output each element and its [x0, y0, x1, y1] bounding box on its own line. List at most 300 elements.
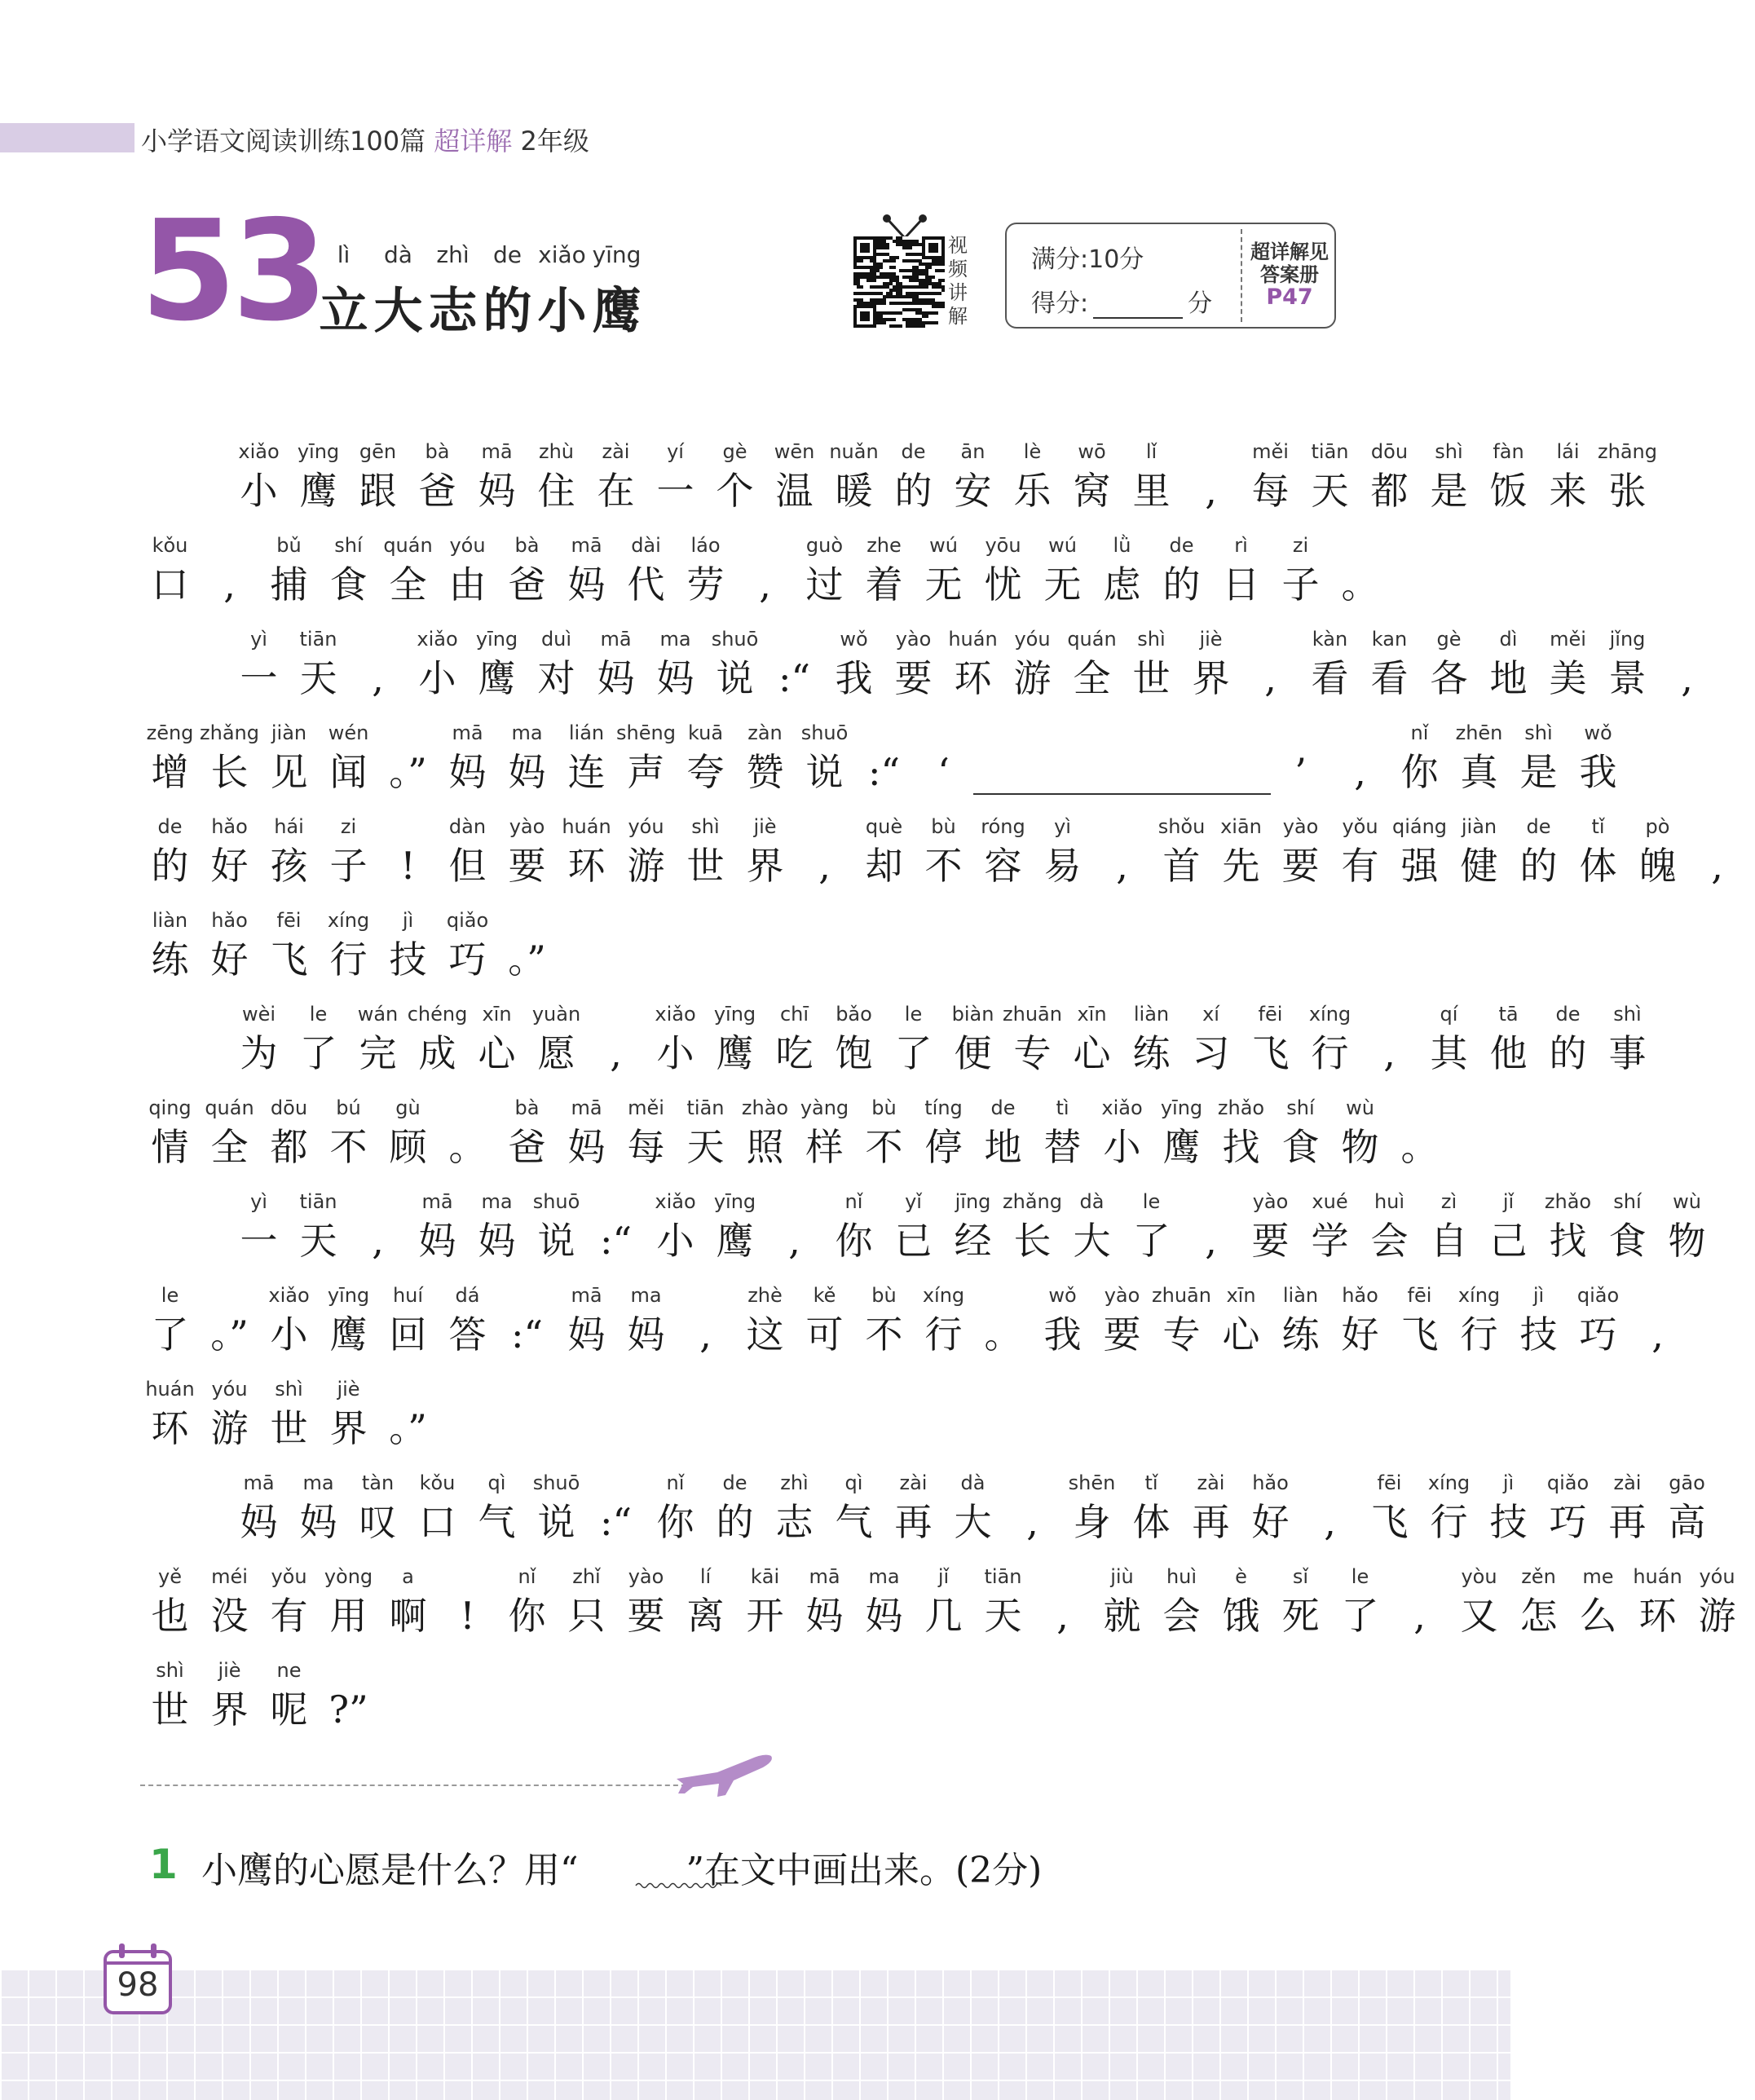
hanzi: 可 — [805, 1312, 844, 1357]
hanzi: 口 — [151, 562, 189, 607]
punctuation: , — [1413, 1594, 1426, 1638]
obtained-score — [1031, 283, 1212, 319]
pinyin: liàn — [1133, 1003, 1170, 1026]
punctuation: , — [610, 1031, 622, 1075]
pinyin: xīn — [1226, 1284, 1256, 1307]
pinyin: lái — [1556, 440, 1580, 463]
hanzi: 美 — [1549, 656, 1587, 700]
pinyin: jīng — [955, 1190, 991, 1213]
score-blank[interactable] — [1093, 296, 1183, 319]
pinyin: mā — [452, 721, 483, 744]
pinyin: wú — [929, 534, 958, 557]
hanzi: 你 — [508, 1594, 546, 1638]
pinyin: yóu — [628, 815, 664, 838]
hanzi: 长 — [1013, 1219, 1052, 1263]
book-grade: 2年级 — [520, 126, 589, 157]
pinyin: shì — [1613, 1003, 1642, 1026]
pinyin: de — [1555, 1003, 1581, 1026]
hanzi: 鹰 — [478, 656, 516, 700]
pinyin: xiān — [1220, 815, 1262, 838]
pinyin: mā — [571, 534, 602, 557]
pinyin: mā — [243, 1471, 275, 1494]
pinyin: qiǎo — [1546, 1471, 1590, 1494]
punctuation: ! — [400, 844, 416, 888]
hanzi: 他 — [1489, 1031, 1528, 1075]
pinyin: jǐng — [1609, 628, 1646, 651]
pinyin: yǐ — [905, 1190, 922, 1213]
hanzi: 世 — [686, 844, 725, 888]
pinyin: shǒu — [1158, 815, 1206, 838]
hanzi: 妈 — [805, 1594, 844, 1638]
punctuation: , — [1026, 1500, 1038, 1544]
hanzi: 心 — [1073, 1031, 1111, 1075]
hanzi: 增 — [151, 750, 189, 794]
punctuation: , — [372, 656, 384, 700]
hanzi: 顾 — [389, 1125, 427, 1169]
hanzi: 食 — [1608, 1219, 1647, 1263]
hanzi: 妈 — [478, 469, 516, 513]
pinyin: shì — [691, 815, 720, 838]
hanzi: 天 — [1311, 469, 1349, 513]
hanzi: 界 — [329, 1406, 368, 1450]
pinyin: jì — [1502, 1471, 1515, 1494]
hanzi: 无 — [924, 562, 963, 607]
hanzi: 的 — [151, 844, 189, 888]
pinyin: yào — [628, 1565, 664, 1588]
punctuation: 。 — [1400, 1125, 1439, 1169]
hanzi: 窝 — [1073, 469, 1111, 513]
title-pinyin-syllable: lì — [337, 241, 351, 268]
hanzi: 停 — [924, 1125, 963, 1169]
pinyin: yòng — [324, 1565, 373, 1588]
book-header — [141, 121, 589, 158]
hanzi: 游 — [1698, 1594, 1736, 1638]
hanzi: 找 — [1549, 1219, 1587, 1263]
hanzi: 飞 — [270, 938, 308, 982]
pinyin: yí — [667, 440, 684, 463]
title-pinyin-syllable: dà — [384, 241, 412, 268]
hanzi: 声 — [627, 750, 665, 794]
hanzi: 习 — [1192, 1031, 1230, 1075]
hanzi: 真 — [1460, 750, 1498, 794]
pinyin: quán — [205, 1096, 254, 1119]
pinyin: huí — [392, 1284, 424, 1307]
pinyin: de — [901, 440, 926, 463]
pinyin: bǎo — [836, 1003, 872, 1026]
score-box — [1005, 223, 1336, 329]
hanzi: 每 — [627, 1125, 665, 1169]
pinyin: chī — [779, 1003, 809, 1026]
hanzi: 子 — [1281, 562, 1320, 607]
hanzi: 暖 — [835, 469, 873, 513]
pinyin: gè — [1436, 628, 1462, 651]
hanzi: 妈 — [865, 1594, 903, 1638]
hanzi: 看 — [1311, 656, 1349, 700]
hanzi: 好 — [1251, 1500, 1290, 1544]
hanzi: 先 — [1222, 844, 1260, 888]
hanzi: 劳 — [686, 562, 725, 607]
hanzi: 里 — [1132, 469, 1171, 513]
pinyin: le — [309, 1003, 328, 1026]
punctuation: , — [1116, 844, 1128, 888]
pinyin: méi — [211, 1565, 248, 1588]
pinyin: zhēn — [1455, 721, 1503, 744]
pinyin: me — [1582, 1565, 1614, 1588]
hanzi: 环 — [1638, 1594, 1677, 1638]
pinyin: xīn — [1077, 1003, 1107, 1026]
hanzi: 物 — [1668, 1219, 1706, 1263]
hanzi: 住 — [537, 469, 575, 513]
hanzi: 了 — [894, 1031, 933, 1075]
score-divider — [1241, 229, 1242, 322]
hanzi: 行 — [1430, 1500, 1468, 1544]
punctuation: , — [759, 562, 771, 607]
pinyin: huán — [145, 1378, 195, 1401]
pinyin: zhì — [780, 1471, 809, 1494]
title-character: 小 — [537, 283, 587, 340]
pinyin: hǎo — [211, 815, 248, 838]
hanzi: 的 — [1519, 844, 1558, 888]
pinyin: yào — [509, 815, 545, 838]
pinyin: bà — [514, 534, 540, 557]
pinyin: dōu — [270, 1096, 308, 1119]
hanzi: 有 — [1341, 844, 1379, 888]
pinyin: yì — [250, 1190, 267, 1213]
hanzi: 环 — [954, 656, 992, 700]
hanzi: 爸 — [508, 562, 546, 607]
obtained-score-label: 得分: — [1031, 289, 1089, 318]
pinyin: bú — [336, 1096, 361, 1119]
title-pinyin — [316, 241, 644, 268]
hanzi: 连 — [567, 750, 606, 794]
hanzi: 的 — [716, 1500, 754, 1544]
hanzi: 不 — [865, 1312, 903, 1357]
pinyin: sǐ — [1292, 1565, 1309, 1588]
hanzi: 的 — [894, 469, 933, 513]
punctuation: , — [1264, 656, 1277, 700]
pinyin: shì — [1435, 440, 1463, 463]
pinyin: le — [904, 1003, 923, 1026]
hanzi: 世 — [1132, 656, 1171, 700]
hanzi: 健 — [1460, 844, 1498, 888]
hanzi: 食 — [329, 562, 368, 607]
pinyin: a — [402, 1565, 414, 1588]
hanzi: 鹰 — [299, 469, 337, 513]
hanzi: 容 — [984, 844, 1022, 888]
hanzi: 捕 — [270, 562, 308, 607]
pinyin: yàng — [800, 1096, 849, 1119]
hanzi: 有 — [270, 1594, 308, 1638]
punctuation: ?” — [329, 1688, 368, 1732]
title-pinyin-syllable: yīng — [592, 241, 642, 268]
pinyin: kàn — [1312, 628, 1348, 651]
pinyin: shì — [1137, 628, 1166, 651]
pinyin: de — [722, 1471, 747, 1494]
hanzi: 会 — [1370, 1219, 1409, 1263]
pinyin: wèi — [241, 1003, 276, 1026]
pinyin: tiān — [984, 1565, 1022, 1588]
hanzi: 完 — [359, 1031, 397, 1075]
pinyin: xiǎo — [655, 1003, 696, 1026]
pinyin: yīng — [297, 440, 340, 463]
hanzi: 乐 — [1013, 469, 1052, 513]
hanzi: 跟 — [359, 469, 397, 513]
hanzi: 好 — [210, 938, 249, 982]
hanzi: 行 — [924, 1312, 963, 1357]
pinyin: měi — [1252, 440, 1289, 463]
punctuation: 。 — [984, 1312, 1022, 1357]
hanzi: 是 — [1519, 750, 1558, 794]
pinyin: yōu — [985, 534, 1021, 557]
title-pinyin-syllable: xiǎo — [538, 241, 586, 268]
hanzi: 长 — [210, 750, 249, 794]
punctuation: , — [1056, 1594, 1069, 1638]
pinyin: lǐ — [1145, 440, 1158, 463]
pinyin: de — [990, 1096, 1016, 1119]
pinyin: le — [1142, 1190, 1161, 1213]
hanzi: 专 — [1162, 1312, 1201, 1357]
hanzi: 样 — [805, 1125, 844, 1169]
hanzi: 妈 — [627, 1312, 665, 1357]
pinyin: zi — [340, 815, 357, 838]
pinyin: yīng — [713, 1003, 756, 1026]
pinyin: mā — [481, 440, 513, 463]
hanzi: 说 — [537, 1500, 575, 1544]
hanzi: 技 — [1519, 1312, 1558, 1357]
pinyin: wēn — [774, 440, 815, 463]
pinyin: bà — [425, 440, 450, 463]
hanzi: 几 — [924, 1594, 963, 1638]
pinyin: nuǎn — [829, 440, 879, 463]
hanzi: 了 — [1341, 1594, 1379, 1638]
pinyin: qì — [844, 1471, 863, 1494]
punctuation: ! — [460, 1594, 475, 1638]
hanzi: 体 — [1579, 844, 1617, 888]
hanzi: 妈 — [567, 562, 606, 607]
hanzi: 没 — [210, 1594, 249, 1638]
pinyin: lián — [568, 721, 605, 744]
hanzi: 小 — [1103, 1125, 1141, 1169]
hanzi: 要 — [508, 844, 546, 888]
pinyin: yīng — [1160, 1096, 1203, 1119]
pinyin: mā — [600, 628, 632, 651]
hanzi: 着 — [865, 562, 903, 607]
pinyin: shì — [275, 1378, 303, 1401]
pinyin: tì — [1056, 1096, 1069, 1119]
pinyin: zài — [1613, 1471, 1642, 1494]
pinyin: shuō — [711, 628, 759, 651]
hanzi: 饿 — [1222, 1594, 1260, 1638]
hanzi: 虑 — [1103, 562, 1141, 607]
footer-grid-band — [0, 1969, 1510, 2100]
pinyin: xiǎo — [238, 440, 280, 463]
pinyin: mā — [421, 1190, 453, 1213]
hanzi: 天 — [299, 656, 337, 700]
pinyin: huán — [948, 628, 998, 651]
pinyin: xiǎo — [268, 1284, 310, 1307]
pinyin: láo — [690, 534, 721, 557]
hanzi: 强 — [1400, 844, 1439, 888]
hanzi: 心 — [1222, 1312, 1260, 1357]
pinyin: jiàn — [271, 721, 307, 744]
pinyin: zàn — [747, 721, 783, 744]
page-number: 98 — [117, 1966, 159, 2004]
hanzi: 但 — [448, 844, 487, 888]
hanzi: 一 — [240, 1219, 278, 1263]
hanzi: 小 — [270, 1312, 308, 1357]
pinyin: yòu — [1461, 1565, 1497, 1588]
pinyin: yīng — [327, 1284, 370, 1307]
book-title: 小学语文阅读训练100篇 — [141, 126, 426, 157]
hanzi: 物 — [1341, 1125, 1379, 1169]
pinyin: gè — [722, 440, 747, 463]
qr-code-icon[interactable] — [853, 236, 945, 328]
pinyin: měi — [1550, 628, 1586, 651]
hanzi: 经 — [954, 1219, 992, 1263]
punctuation: , — [1383, 1031, 1396, 1075]
hanzi: 了 — [299, 1031, 337, 1075]
pinyin: tiān — [686, 1096, 725, 1119]
hanzi: 子 — [329, 844, 368, 888]
hanzi: 替 — [1043, 1125, 1082, 1169]
pinyin: qiáng — [1391, 815, 1448, 838]
pinyin: è — [1235, 1565, 1247, 1588]
pinyin: de — [1526, 815, 1551, 838]
hanzi: 也 — [151, 1594, 189, 1638]
hanzi: 便 — [954, 1031, 992, 1075]
hanzi: 行 — [329, 938, 368, 982]
hanzi: 一 — [656, 469, 695, 513]
pinyin: yě — [158, 1565, 182, 1588]
hanzi: 我 — [1043, 1312, 1082, 1357]
pinyin: zhe — [866, 534, 902, 557]
answer-blank[interactable] — [973, 793, 1271, 795]
pinyin: shí — [1286, 1096, 1315, 1119]
pinyin: fēi — [1407, 1284, 1432, 1307]
hanzi: 鹰 — [716, 1031, 754, 1075]
hanzi: 首 — [1162, 844, 1201, 888]
pinyin: wén — [328, 721, 369, 744]
hanzi: 为 — [240, 1031, 278, 1075]
hanzi: 吃 — [775, 1031, 814, 1075]
hanzi: 说 — [537, 1219, 575, 1263]
hanzi: 游 — [1013, 656, 1052, 700]
punctuation: 。” — [389, 750, 427, 794]
hanzi: 要 — [1281, 844, 1320, 888]
hanzi: 我 — [835, 656, 873, 700]
hanzi: 无 — [1043, 562, 1082, 607]
pinyin: shuō — [532, 1471, 580, 1494]
hanzi: 妈 — [478, 1219, 516, 1263]
pinyin: xiǎo — [417, 628, 458, 651]
hanzi: 小 — [656, 1031, 695, 1075]
pinyin: hǎo — [1342, 1284, 1378, 1307]
hanzi: 专 — [1013, 1031, 1052, 1075]
hanzi: 是 — [1430, 469, 1468, 513]
pinyin: le — [1351, 1565, 1369, 1588]
hanzi: 技 — [389, 938, 427, 982]
pinyin: de — [157, 815, 183, 838]
pinyin: bà — [514, 1096, 540, 1119]
lesson-title — [316, 272, 644, 342]
hanzi: 妈 — [508, 750, 546, 794]
hanzi: 要 — [894, 656, 933, 700]
pinyin: zhǐ — [572, 1565, 601, 1588]
question-number: 1 — [149, 1841, 178, 1888]
pinyin: tàn — [361, 1471, 395, 1494]
hanzi: 孩 — [270, 844, 308, 888]
punctuation: , — [1354, 750, 1366, 794]
hanzi: 大 — [954, 1500, 992, 1544]
punctuation: :“ — [867, 750, 900, 794]
pinyin: zài — [899, 1471, 928, 1494]
hanzi: 妈 — [597, 656, 635, 700]
pinyin: dōu — [1370, 440, 1409, 463]
pinyin: xiǎo — [1101, 1096, 1143, 1119]
pinyin: jì — [402, 909, 414, 932]
hanzi: 其 — [1430, 1031, 1468, 1075]
hanzi: 妈 — [240, 1500, 278, 1544]
pinyin: dà — [960, 1471, 986, 1494]
pinyin: zhǎng — [1003, 1190, 1062, 1213]
hanzi: 这 — [746, 1312, 784, 1357]
pinyin: shēng — [616, 721, 676, 744]
pinyin: hái — [274, 815, 304, 838]
pinyin: yóu — [449, 534, 486, 557]
hanzi: 天 — [686, 1125, 725, 1169]
hanzi: 妈 — [448, 750, 487, 794]
hanzi: 界 — [210, 1688, 249, 1732]
title-character: 大 — [373, 283, 423, 340]
pinyin: zhǎo — [1544, 1190, 1592, 1213]
wavy-underline-mark — [636, 1882, 721, 1890]
hanzi: 再 — [894, 1500, 933, 1544]
pinyin: zì — [1440, 1190, 1457, 1213]
punctuation: :“ — [599, 1219, 632, 1263]
pinyin: kāi — [750, 1565, 780, 1588]
pinyin: kǒu — [419, 1471, 456, 1494]
pinyin: ne — [276, 1659, 302, 1682]
hanzi: 你 — [1400, 750, 1439, 794]
pinyin: ān — [960, 440, 986, 463]
hanzi: 事 — [1608, 1031, 1647, 1075]
pinyin: gù — [395, 1096, 421, 1119]
full-score: 满分:10分 — [1031, 245, 1144, 274]
pinyin: wù — [1673, 1190, 1701, 1213]
hanzi: 食 — [1281, 1125, 1320, 1169]
hanzi: 温 — [775, 469, 814, 513]
pinyin: rì — [1234, 534, 1248, 557]
hanzi: 小 — [656, 1219, 695, 1263]
punctuation: , — [1324, 1500, 1336, 1544]
hanzi: 妈 — [418, 1219, 456, 1263]
punctuation: , — [1651, 1312, 1664, 1357]
pinyin: qì — [487, 1471, 506, 1494]
hanzi: 却 — [865, 844, 903, 888]
hanzi: 一 — [240, 656, 278, 700]
pinyin: zhǎng — [200, 721, 259, 744]
hanzi: 小 — [418, 656, 456, 700]
pinyin: liàn — [152, 909, 188, 932]
hanzi: 对 — [537, 656, 575, 700]
pinyin: gāo — [1669, 1471, 1705, 1494]
title-pinyin-syllable: zhì — [436, 241, 470, 268]
hanzi: 了 — [1132, 1219, 1171, 1263]
hanzi: 答 — [448, 1312, 487, 1357]
pinyin: yì — [1054, 815, 1071, 838]
pinyin: fēi — [276, 909, 302, 932]
pinyin: chéng — [407, 1003, 468, 1026]
